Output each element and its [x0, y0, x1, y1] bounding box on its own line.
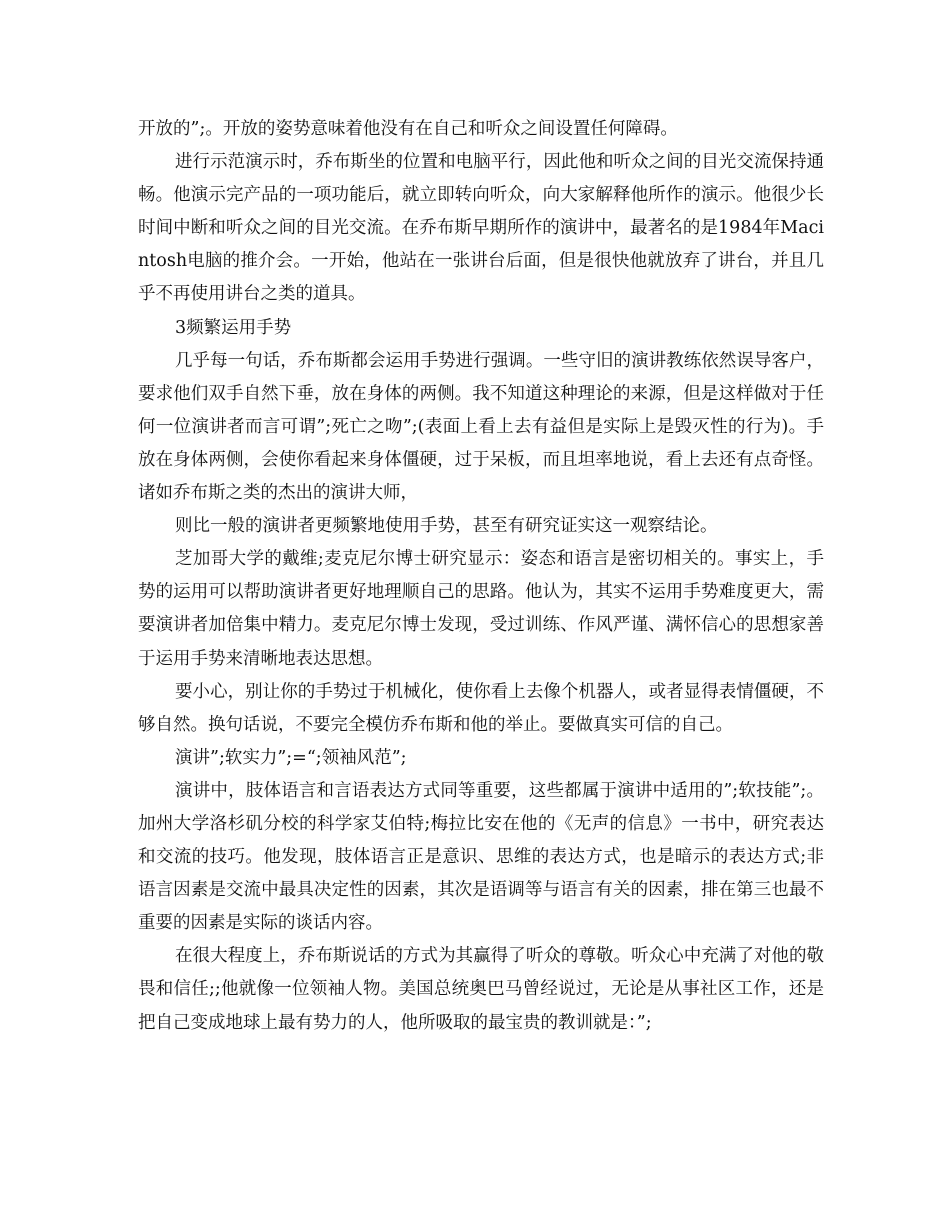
paragraph: 在很大程度上，乔布斯说话的方式为其赢得了听众的尊敬。听众心中充满了对他的敬畏和信任;;他就像一位领袖人物。美国总统奥巴马曾经说过，无论是从事社区工作，还是把自己变成地球上最有势力的人，他所吸取的最宝贵的教训就是：”;: [138, 946, 824, 1033]
paragraph: 开放的”;。开放的姿势意味着他没有在自己和听众之间设置任何障碍。: [138, 119, 678, 139]
section-heading: 演讲”;软实力”;=“;领袖风范”;: [175, 747, 407, 768]
section-heading: 3频繁运用手势: [175, 317, 292, 338]
document-body: [138, 113, 824, 1040]
paragraph: 则比一般的演讲者更频繁地使用手势，甚至有研究证实这一观察结论。: [175, 516, 718, 537]
paragraph: 几乎每一句话，乔布斯都会运用手势进行强调。一些守旧的演讲教练依然误导客户，要求他们双手自然下垂，放在身体的两侧。我不知道这种理论的来源，但是这样做对于任何一位演讲者而言可谓”;死亡之吻”;(表面上看上去有益但是实际上是毁灭性的行为)。手放在身体两侧，会使你看起来身体僵硬，过于呆板，而且坦率地说，看上去还有点奇怪。诸如乔布斯之类的杰出的演讲大师，: [138, 350, 824, 504]
paragraph: 进行示范演示时，乔布斯坐的位置和电脑平行，因此他和听众之间的目光交流保持通畅。他演示完产品的一项功能后，就立即转向听众，向大家解释他所作的演示。他很少长时间中断和听众之间的目光交流。在乔布斯早期所作的演讲中，最著名的是1984年Macintosh电脑的推介会。一开始，他站在一张讲台后面，但是很快他就放弃了讲台，并且几乎不再使用讲台之类的道具。: [138, 152, 824, 305]
paragraph: 演讲中，肢体语言和言语表达方式同等重要，这些都属于演讲中适用的”;软技能”;。加州大学洛杉矶分校的科学家艾伯特;梅拉比安在他的《无声的信息》一书中，研究表达和交流的技巧。他发现，肢体语言正是意识、思维的表达方式，也是暗示的表达方式;非语言因素是交流中最具决定性的因素，其次是语调等与语言有关的因素，排在第三也最不重要的因素是实际的谈话内容。: [138, 780, 824, 934]
paragraph: 要小心，别让你的手势过于机械化，使你看上去像个机器人，或者显得表情僵硬，不够自然。换句话说，不要完全模仿乔布斯和他的举止。要做真实可信的自己。: [138, 681, 824, 735]
paragraph: 芝加哥大学的戴维;麦克尼尔博士研究显示：姿态和语言是密切相关的。事实上，手势的运用可以帮助演讲者更好地理顺自己的思路。他认为，其实不运用手势难度更大，需要演讲者加倍集中精力。麦克尼尔博士发现，受过训练、作风严谨、满怀信心的思想家善于运用手势来清晰地表达思想。: [138, 549, 824, 669]
